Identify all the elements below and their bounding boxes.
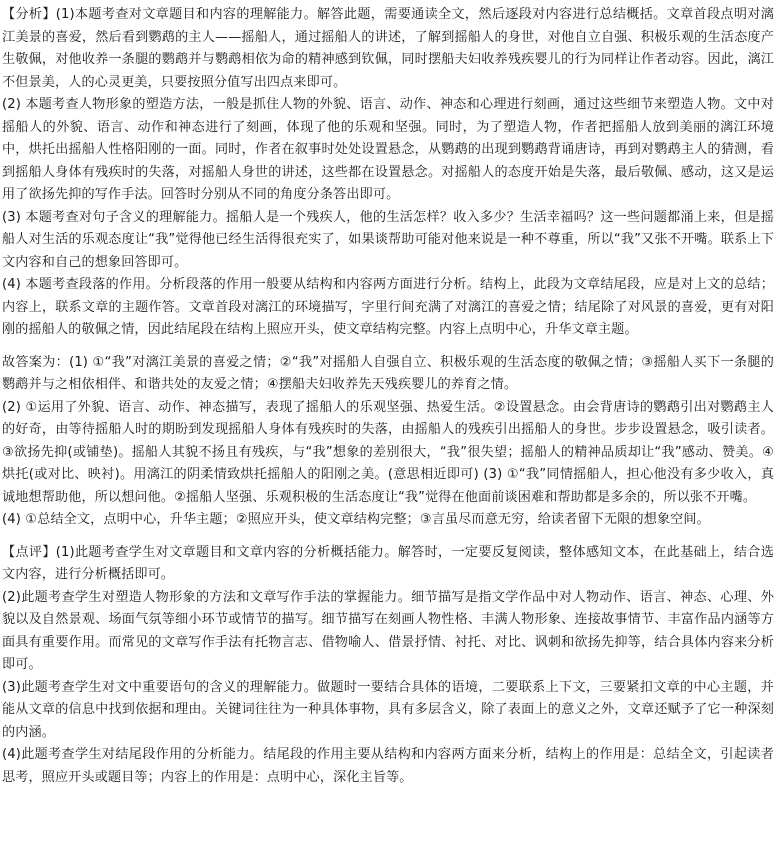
comment-paragraph-2: (2)此题考查学生对塑造人物形象的方法和文章写作手法的掌握能力。细节描写是指文学作品中对人物动作、语言、神态、心理、外貌以及自然景观、场面气氛等细小环节或情节的描写。细节描写在刻画人物性格、丰满人物形象、连接故事情节、丰富作品内涵等方面具有重要作用。而常见的文章写作手法有托物言志、借物喻人、借景抒情、衬托、对比、讽刺和欲扬先抑等，结合具体内容来分析即可。 xyxy=(2,589,774,672)
comment-paragraph-1: 【点评】(1)此题考查学生对文章题目和文章内容的分析概括能力。解答时，一定要反复阅读，整体感知文本，在此基础上，结合选文内容，进行分析概括即可。 xyxy=(2,544,774,582)
comment-paragraph-4: (4)此题考查学生对结尾段作用的分析能力。结尾段的作用主要从结构和内容两方面来分析，结构上的作用是：总结全文，引起读者思考，照应开头或题目等；内容上的作用是：点明中心，深化主旨等。 xyxy=(2,747,774,785)
answer-section xyxy=(2,352,774,532)
analysis-section xyxy=(2,4,774,342)
section-divider-space xyxy=(2,342,774,352)
answer-paragraph-3: (4) ①总结全文，点明中心，升华主题；②照应开头，使文章结构完整；③言虽尽而意无穷，给读者留下无限的想象空间。 xyxy=(2,512,710,527)
comment-section xyxy=(2,542,774,790)
answer-paragraph-2: (2) ①运用了外貌、语言、动作、神态描写，表现了摇船人的乐观坚强、热爱生活。②设置悬念。由会背唐诗的鹦鹉引出对鹦鹉主人的好奇，由等待摇船人时的期盼到发现摇船人身体有残疾时的失落，由摇船人的残疾引出摇船人的身世。步步设置悬念，吸引读者。③欲扬先抑(或铺垫)。摇船人其貌不扬且有残疾，与“我”想象的差别很大，“我”很失望；摇船人的精神品质却让“我”感动、赞美。④烘托(或对比、映衬)。用漓江的阴柔情致烘托摇船人的阳刚之美。(意思相近即可) (3) ①“我”同情摇船人，担心他没有多少收入，真诚地想帮助他，所以想问他。②摇船人坚强、乐观积极的生活态度让“我”觉得在他面前谈困难和帮助都是多余的，所以张不开嘴。 xyxy=(2,399,774,505)
analysis-paragraph-1: 【分析】(1)本题考查对文章题目和内容的理解能力。解答此题，需要通读全文，然后逐段对内容进行总结概括。文章首段点明对漓江美景的喜爱，然后看到鹦鹉的主人——摇船人，通过摇船人的讲述，了解到摇船人的身世，对他自立自强、积极乐观的生活态度产生敬佩，对他收养一条腿的鹦鹉并与鹦鹉相依为命的精神感到钦佩，同时摆船夫妇收养残疾婴儿的行为同样让作者动容。因此，漓江不但景美，人的心灵更美，只要按照分值写出四点来即可。 xyxy=(2,7,774,90)
analysis-paragraph-2: (2) 本题考查人物形象的塑造方法，一般是抓住人物的外貌、语言、动作、神态和心理进行刻画，通过这些细节来塑造人物。文中对摇船人的外貌、语言、动作和神态进行了刻画，体现了他的乐观和坚强。同时，为了塑造人物，作者把摇船人放到美丽的漓江环境中，烘托出摇船人性格阳刚的一面。同时，作者在叙事时处处设置悬念，从鹦鹉的出现到鹦鹉背诵唐诗，再到对鹦鹉主人的猜测，看到摇船人身体有残疾时的失落，对摇船人身世的讲述，这些都在设置悬念。对摇船人的态度开始是失落，最后敬佩、感动，这又是运用了欲扬先抑的写作手法。回答时分别从不同的角度分条答出即可。 xyxy=(2,97,774,202)
comment-paragraph-3: (3)此题考查学生对文中重要语句的含义的理解能力。做题时一要结合具体的语境，二要联系上下文，三要紧扣文章的中心主题，并能从文章的信息中找到依据和理由。关键词往往为一种具体事物，具有多层含义，除了表面上的意义之外，文章还赋予了它一种深刻的内涵。 xyxy=(2,679,774,740)
section-divider-space xyxy=(2,532,774,542)
analysis-paragraph-4: (4) 本题考查段落的作用。分析段落的作用一般要从结构和内容两方面进行分析。结构上，此段为文章结尾段，应是对上文的总结；内容上，联系文章的主题作答。文章首段对漓江的环境描写，字里行间充满了对漓江的喜爱之情；结尾除了对风景的喜爱，更有对阳刚的摇船人的敬佩之情，因此结尾段在结构上照应开头，使文章结构完整。内容上点明中心，升华文章主题。 xyxy=(2,277,774,337)
analysis-paragraph-3: (3) 本题考查对句子含义的理解能力。摇船人是一个残疾人，他的生活怎样？收入多少？生活幸福吗？这一些问题都涌上来，但是摇船人对生活的乐观态度让“我”觉得他已经生活得很充实了，如果谈帮助可能对他来说是一种不尊重，所以“我”又张不开嘴。联系上下文内容和自己的想象回答即可。 xyxy=(2,209,774,270)
answer-paragraph-1: 故答案为：(1) ①“我”对漓江美景的喜爱之情；②“我”对摇船人自强自立、积极乐观的生活态度的敬佩之情；③摇船人买下一条腿的鹦鹉并与之相依相伴、和谐共处的友爱之情；④摆船夫妇收养先天残疾婴儿的养育之情。 xyxy=(2,354,774,392)
